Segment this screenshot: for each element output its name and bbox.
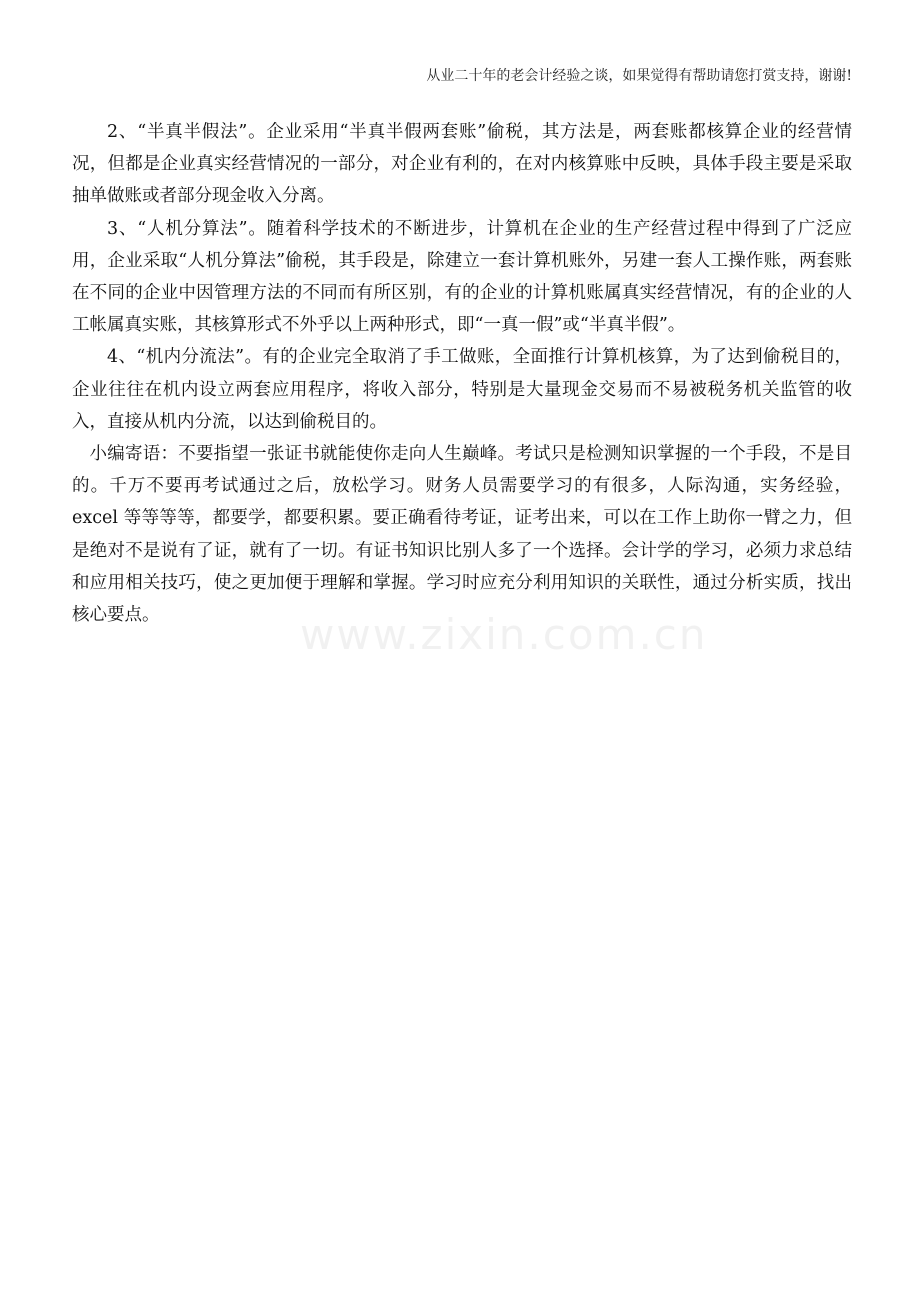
paragraph-half-true-half-false: 2、“半真半假法”。企业采用“半真半假两套账”偷税，其方法是，两套账都核算企业的经营情况，但都是企业真实经营情况的一部分，对企业有利的，在对内核算账中反映，具体手段主要是采取抽单做账或者部分现金收入分离。 [72, 122, 852, 207]
document-body [72, 116, 852, 631]
paragraph-human-machine: 3、“人机分算法”。随着科学技术的不断进步，计算机在企业的生产经营过程中得到了广泛应用，企业采取“人机分算法”偷税，其手段是，除建立一套计算机账外，另建一套人工操作账，两套账在不同的企业中因管理方法的不同而有所区别，有的企业的计算机账属真实经营情况，有的企业的人工帐属真实账，其核算形式不外乎以上两种形式，即“一真一假”或“半真半假”。 [72, 218, 852, 336]
paragraph-in-machine-diversion: 4、“机内分流法”。有的企业完全取消了手工做账，全面推行计算机核算，为了达到偷税目的，企业往往在机内设立两套应用程序，将收入部分，特别是大量现金交易而不易被税务机关监管的收入，直接从机内分流，以达到偷税目的。 [72, 347, 852, 432]
editor-closing-note: 小编寄语：不要指望一张证书就能使你走向人生巅峰。考试只是检测知识掌握的一个手段，不是目的。千万不要再考试通过之后，放松学习。财务人员需要学习的有很多，人际沟通，实务经验，excel 等等等等，都要学，都要积累。要正确看待考证，证考出来，可以在工作上助你一臂之力，但是绝对不是说有了证，就有了一切。有证书知识比别人多了一个选择。会计学的学习，必须力求总结和应用相关技巧，使之更加便于理解和掌握。学习时应充分利用知识的关联性，通过分析实质，找出核心要点。 [72, 444, 852, 626]
header-note: 从业二十年的老会计经验之谈，如果觉得有帮助请您打赏支持，谢谢! [426, 68, 852, 84]
site-watermark: www.zixin.com.cn [300, 610, 708, 659]
